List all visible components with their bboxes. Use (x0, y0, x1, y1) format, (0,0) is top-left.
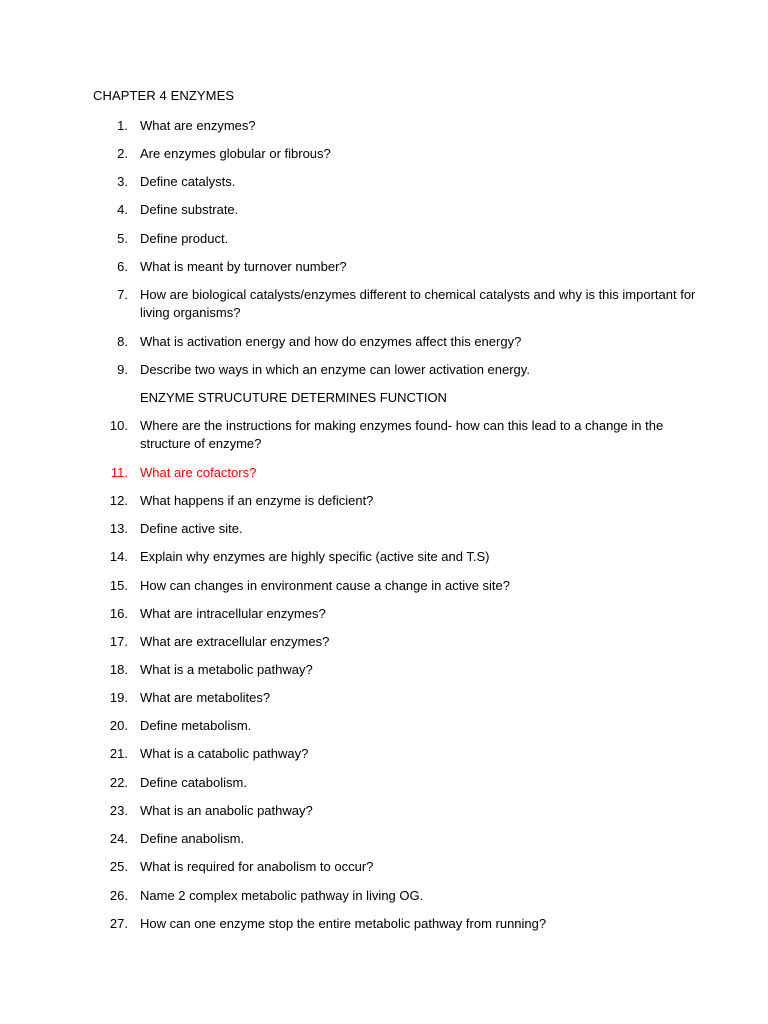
question-number: 23. (109, 803, 128, 818)
question-number: 24. (109, 831, 128, 846)
question-text: What is a metabolic pathway? (140, 662, 313, 677)
question-number: 25. (109, 859, 128, 874)
question-text: What is a catabolic pathway? (140, 746, 309, 761)
question-number: 17. (109, 634, 128, 649)
question-number: 3. (117, 174, 128, 189)
question-text: What are metabolites? (140, 690, 271, 705)
question-text: Define active site. (140, 521, 243, 536)
question-text: Describe two ways in which an enzyme can lower activation energy. (140, 362, 530, 377)
question-text: How can one enzyme stop the entire metabolic pathway from running? (140, 916, 547, 931)
question-number: 4. (117, 202, 128, 217)
question-number: 11. (110, 465, 128, 480)
question-text: Define substrate. (140, 202, 239, 217)
question-number: 10. (109, 418, 128, 433)
question-text: Define anabolism. (140, 831, 245, 846)
question-text: Explain why enzymes are highly specific (active site and T.S) (140, 549, 490, 564)
question-text: What is required for anabolism to occur? (140, 859, 374, 874)
question-number: 8. (117, 334, 128, 349)
question-number: 26. (109, 888, 128, 903)
question-text: What are extracellular enzymes? (140, 634, 330, 649)
question-number: 27. (109, 916, 128, 931)
question-text: Where are the instructions for making enzymes found- how can this lead to a change in the structure of enzyme? (140, 418, 664, 451)
question-number: 7. (117, 287, 128, 302)
question-text: Define catalysts. (140, 174, 236, 189)
question-text: Define product. (140, 231, 229, 246)
question-text: What are cofactors? (140, 465, 257, 480)
question-number: 20. (109, 718, 128, 733)
question-number: 2. (117, 146, 128, 161)
question-number: 6. (117, 259, 128, 274)
question-number: 19. (109, 690, 128, 705)
question-number: 15. (109, 578, 128, 593)
question-text: Name 2 complex metabolic pathway in living OG. (140, 888, 424, 903)
question-number: 18. (109, 662, 128, 677)
question-text: Are enzymes globular or fibrous? (140, 146, 331, 161)
question-text: How are biological catalysts/enzymes different to chemical catalysts and why is this important for living organisms? (140, 287, 696, 320)
question-number: 14. (109, 549, 128, 564)
question-text: Define catabolism. (140, 775, 247, 790)
question-text: What is activation energy and how do enzymes affect this energy? (140, 334, 522, 349)
question-text: What are enzymes? (140, 118, 256, 133)
question-text: What happens if an enzyme is deficient? (140, 493, 374, 508)
question-number: 5. (117, 231, 128, 246)
question-number: 1. (117, 118, 128, 133)
question-number: 22. (109, 775, 128, 790)
page-title: CHAPTER 4 ENZYMES (93, 88, 235, 103)
question-text: How can changes in environment cause a change in active site? (140, 578, 510, 593)
question-number: 12. (109, 493, 128, 508)
question-text: Define metabolism. (140, 718, 252, 733)
question-text: What is an anabolic pathway? (140, 803, 313, 818)
question-number: 9. (117, 362, 128, 377)
question-text: What are intracellular enzymes? (140, 606, 326, 621)
question-number: 13. (109, 521, 128, 536)
question-number: 16. (109, 606, 128, 621)
question-number: 21. (109, 746, 128, 761)
question-text: What is meant by turnover number? (140, 259, 347, 274)
section-subheading: ENZYME STRUCUTURE DETERMINES FUNCTION (140, 390, 447, 405)
